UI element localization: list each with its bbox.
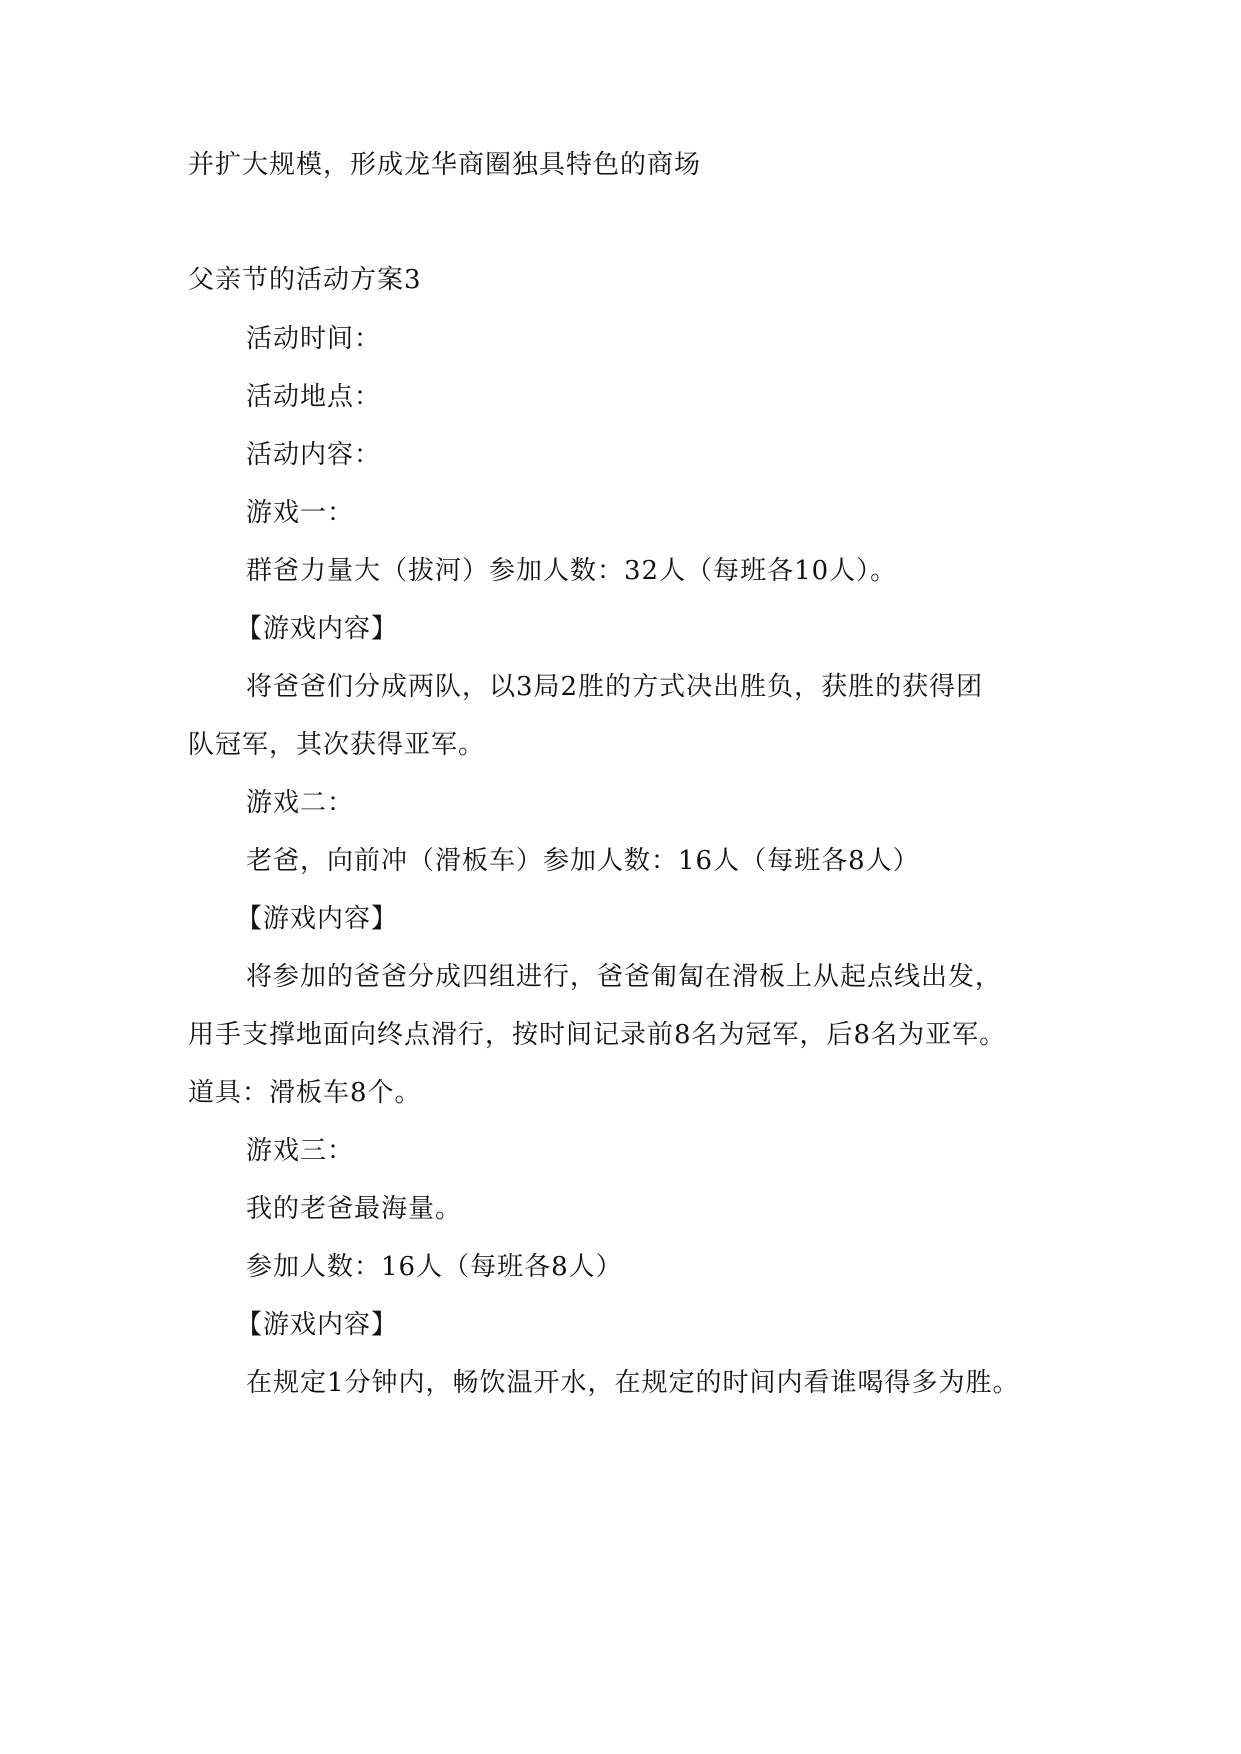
section-heading: 父亲节的活动方案3 xyxy=(188,265,422,295)
game-one-title: 群爸力量大（拔河）参加人数：32人（每班各10人）。 xyxy=(246,556,898,586)
game-two-content-heading: 【游戏内容】 xyxy=(236,904,399,934)
game-two-content-line-1: 将参加的爸爸分成四组进行，爸爸匍匐在滑板上从起点线出发， xyxy=(246,962,1003,992)
game-one-content-line-2: 队冠军，其次获得亚军。 xyxy=(188,730,486,760)
game-three-participants: 参加人数：16人（每班各8人） xyxy=(246,1252,623,1282)
game-two-content-line-2: 用手支撑地面向终点滑行，按时间记录前8名为冠军，后8名为亚军。 xyxy=(188,1020,1007,1050)
game-one-content-line-1: 将爸爸们分成两队，以3局2胜的方式决出胜负，获胜的获得团 xyxy=(246,672,984,702)
game-one-heading: 游戏一： xyxy=(246,498,355,528)
game-three-content-heading: 【游戏内容】 xyxy=(236,1310,399,1340)
game-two-props: 道具：滑板车8个。 xyxy=(188,1078,422,1108)
activity-location-label: 活动地点： xyxy=(246,382,382,412)
activity-content-label: 活动内容： xyxy=(246,440,382,470)
activity-time-label: 活动时间： xyxy=(246,324,382,354)
text-line-continuation: 并扩大规模，形成龙华商圈独具特色的商场 xyxy=(188,150,702,180)
game-three-title: 我的老爸最海量。 xyxy=(246,1194,463,1224)
game-three-content-line-1: 在规定1分钟内，畅饮温开水，在规定的时间内看谁喝得多为胜。 xyxy=(246,1368,1020,1398)
game-one-content-heading: 【游戏内容】 xyxy=(236,614,399,644)
game-three-heading: 游戏三： xyxy=(246,1136,355,1166)
game-two-heading: 游戏二： xyxy=(246,788,355,818)
game-two-title: 老爸，向前冲（滑板车）参加人数：16人（每班各8人） xyxy=(246,846,920,876)
